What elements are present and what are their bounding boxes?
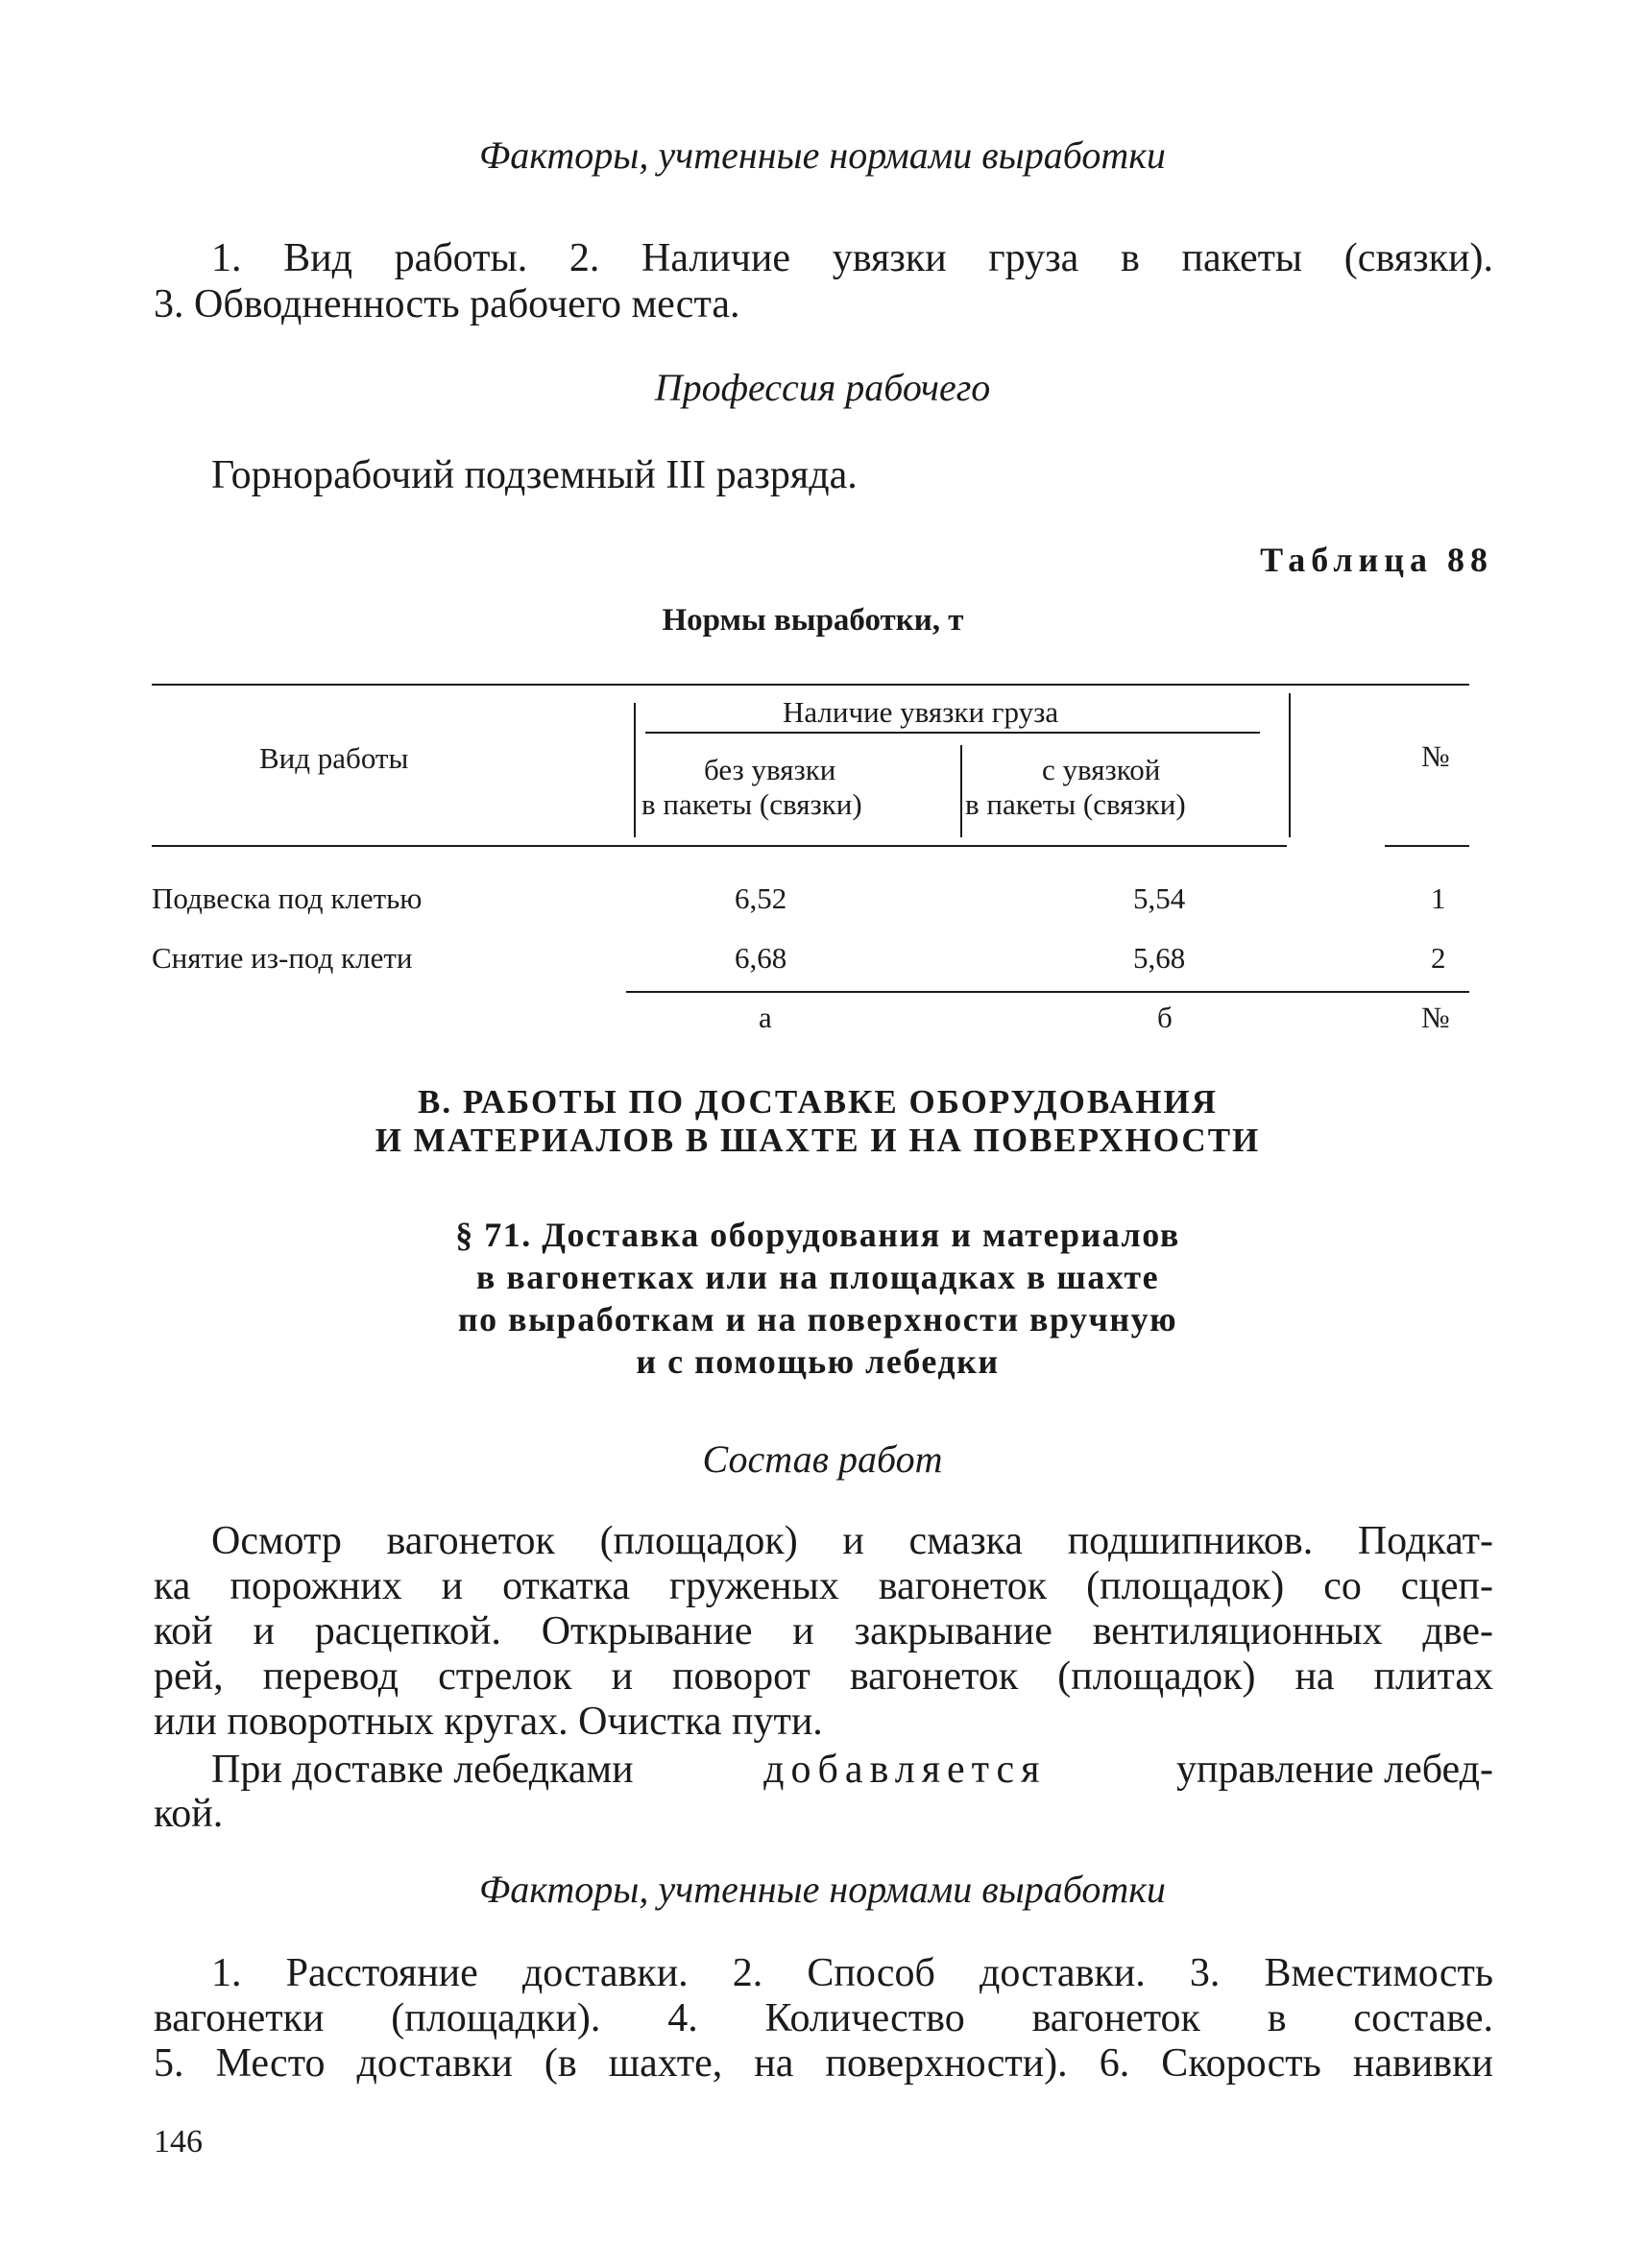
footer-b: б <box>1157 1001 1173 1034</box>
winch-text-suffix: управление лебед- <box>1176 1748 1493 1792</box>
header-bottom-rule-num <box>1385 845 1469 847</box>
paragraph-title-line: в вагонетках или на площадках в шахте <box>475 1258 1160 1296</box>
table-top-rule <box>152 684 1469 686</box>
header-left-divider <box>634 703 636 837</box>
factors-text-2-line: вагонетки (площадки). 4. Количество вагонеток в составе. <box>154 1996 1493 2040</box>
factors-heading-1: Факторы, учтенные нормами выработки <box>479 133 1166 177</box>
winch-text-emphasis: добавляется <box>763 1748 1047 1792</box>
paragraph-title-line: и с помощью лебедки <box>636 1342 1000 1381</box>
footer-num: № <box>1421 1001 1450 1034</box>
row-1-value-a: 6,52 <box>735 881 787 915</box>
row-2-name: Снятие из-под клети <box>152 941 413 975</box>
composition-text <box>154 1519 1493 1745</box>
profession-text: Горнорабочий подземный III разряда. <box>211 453 858 497</box>
factors-text-2-line: 1. Расстояние доставки. 2. Способ доставки. 3. Вместимость <box>211 1951 1493 1995</box>
header-col-b-line2: в пакеты (связки) <box>965 787 1186 821</box>
header-group: Наличие увязки груза <box>783 695 1059 729</box>
factors-text-2 <box>154 1951 1493 2087</box>
composition-heading: Состав работ <box>702 1437 943 1481</box>
row-1-num: 1 <box>1431 881 1446 915</box>
header-work-type: Вид работы <box>259 741 409 775</box>
profession-heading: Профессия рабочего <box>654 366 991 409</box>
row-1-name: Подвеска под клетью <box>152 881 423 915</box>
section-title-line: В. РАБОТЫ ПО ДОСТАВКЕ ОБОРУДОВАНИЯ <box>418 1083 1218 1121</box>
page-number: 146 <box>154 2124 203 2159</box>
paragraph-title-line: § 71. Доставка оборудования и материалов <box>455 1216 1180 1254</box>
composition-line: кой и расцепкой. Открывание и закрывание вентиляционных две- <box>154 1609 1493 1653</box>
factors-text-2-line: 5. Место доставки (в шахте, на поверхности). 6. Скорость навивки <box>154 2041 1493 2086</box>
header-group-rule <box>645 732 1260 734</box>
footer-a: а <box>759 1001 772 1034</box>
header-col-a-line2: в пакеты (связки) <box>641 787 862 821</box>
composition-line: ка порожних и откатка груженых вагонеток (площадок) со сцеп- <box>154 1564 1493 1608</box>
factors-text-1-line: 1. Вид работы. 2. Наличие увязки груза в пакеты (связки). <box>211 236 1493 280</box>
header-col-b-line1: с увязкой <box>1042 753 1161 786</box>
composition-line: рей, перевод стрелок и поворот вагонеток (площадок) на плитах <box>154 1654 1493 1699</box>
composition-line: или поворотных кругах. Очистка пути. <box>154 1700 823 1744</box>
row-1-value-b: 5,54 <box>1133 881 1186 915</box>
header-right-divider <box>1289 693 1291 837</box>
header-col-a-line1: без увязки <box>704 753 836 786</box>
row-2-value-b: 5,68 <box>1133 941 1186 975</box>
row-2-value-a: 6,68 <box>735 941 787 975</box>
winch-text-end: кой. <box>154 1792 224 1836</box>
header-bottom-rule <box>152 845 1287 847</box>
section-title <box>0 1083 1640 1160</box>
factors-text-1-line: 3. Обводненность рабочего места. <box>154 282 740 326</box>
header-mid-divider <box>960 745 962 837</box>
paragraph-title <box>0 1214 1640 1383</box>
composition-line: Осмотр вагонеток (площадок) и смазка подшипников. Подкат- <box>211 1519 1493 1563</box>
factors-heading-2: Факторы, учтенные нормами выработки <box>479 1868 1166 1911</box>
factors-text-1 <box>211 236 1493 281</box>
winch-text <box>211 1748 1493 1793</box>
footer-rule <box>626 991 1469 993</box>
table-label: Таблица 88 <box>1260 541 1493 579</box>
row-2-num: 2 <box>1431 941 1446 975</box>
winch-text-prefix: При доставке лебедками <box>211 1748 634 1792</box>
table-title: Нормы выработки, т <box>662 603 964 638</box>
section-title-line: И МАТЕРИАЛОВ В ШАХТЕ И НА ПОВЕРХНОСТИ <box>375 1122 1261 1159</box>
paragraph-title-line: по выработкам и на поверхности вручную <box>457 1300 1178 1339</box>
header-num: № <box>1421 739 1450 773</box>
